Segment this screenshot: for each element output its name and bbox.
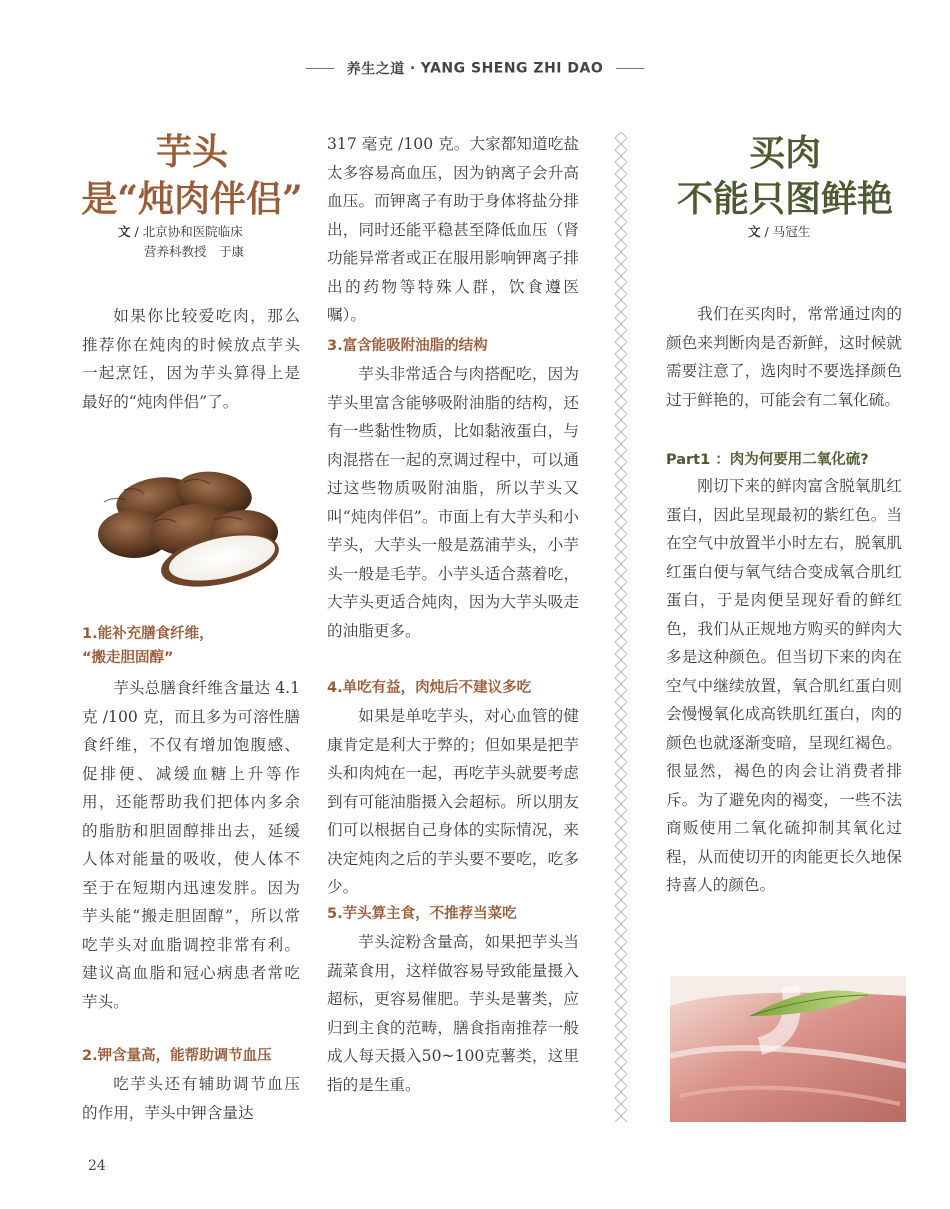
article2-title-line1: 买肉 xyxy=(748,132,821,174)
article2-part1-body: 刚切下来的鲜肉富含脱氧肌红蛋白，因此呈现最初的紫红色。当在空气中放置半小时左右，脱氧肌红蛋白便与氧气结合变成氧合肌红蛋白，于是肉便呈现好看的鲜红色，我们从正规地方购买的鲜肉大多是这种颜色。但当切下来的肉在空气中继续放置，氧合肌红蛋白则会慢慢氧化成高铁肌红蛋白，肉的颜色也就逐渐变暗，呈现红褐色。很显然，褐色的肉会让消费者排斥。为了避免肉的褐变，一些不法商贩使用二氧化硫抑制其氧化过程，从而使切开的肉能更长久地保持喜人的颜色。 xyxy=(666,477,902,894)
article2-intro: 我们在买肉时，常常通过肉的颜色来判断肉是否新鲜，这时候就需要注意了，选肉时不要选择颜色过于鲜艳的，可能会有二氧化硫。 xyxy=(666,305,902,409)
article2-byline xyxy=(748,222,898,242)
article1-section5-title: 5.芋头算主食，不推荐当菜吃 xyxy=(327,906,517,922)
header-rule-right xyxy=(616,68,644,69)
article2-part1-title: Part1 ：肉为何要用二氧化硫? xyxy=(666,452,869,468)
header-rule-left xyxy=(306,68,334,69)
article1-section3-title: 3.富含能吸附油脂的结构 xyxy=(327,338,488,354)
byline-label: 文 xyxy=(748,224,761,239)
article1-section4-body: 如果是单吃芋头，对心血管的健康肯定是利大于弊的；但如果是把芋头和肉炖在一起，再吃芋头就要考虑到有可能油脂摄入会超标。所以朋友们可以根据自己身体的实际情况，来决定炖肉之后的芋头要不要吃，吃多少。 xyxy=(327,707,579,896)
header-section-pinyin: YANG SHENG ZHI DAO xyxy=(420,60,604,77)
byline-author-line2: 营养科教授 于康 xyxy=(144,244,245,259)
running-header xyxy=(0,58,950,79)
article1-section3-body: 芋头非常适合与肉搭配吃，因为芋头里富含能够吸附油脂的结构，还有一些黏性物质，比如黏液蛋白，与肉混搭在一起的烹调过程中，可以通过这些物质吸附油脂，所以芋头又叫“炖肉伴侣”。市面上有大芋头和小芋头，大芋头一般是荔浦芋头，小芋头一般是毛芋。小芋头适合蒸着吃，大芋头更适合炖肉，因为大芋头吸走的油脂更多。 xyxy=(327,365,579,640)
section1-title-line2: “搬走胆固醇” xyxy=(82,650,174,666)
page-number: 24 xyxy=(88,1158,106,1174)
header-separator: · xyxy=(409,60,416,77)
article1-section2-body: 吃芋头还有辅助调节血压的作用，芋头中钾含量达 xyxy=(82,1075,300,1122)
article2-title-line2: 不能只图鲜艳 xyxy=(676,178,893,220)
byline-separator: / xyxy=(134,224,139,239)
byline-author: 马冠生 xyxy=(772,224,811,239)
byline-author-line1: 北京协和医院临床 xyxy=(142,224,243,239)
article1-section2-title: 2.钾含量高，能帮助调节血压 xyxy=(82,1048,272,1064)
article1-section4-title: 4.单吃有益，肉炖后不建议多吃 xyxy=(327,680,532,696)
article1-title-line2: 是“炖肉伴侣” xyxy=(81,178,303,220)
article1-intro: 如果你比较爱吃肉，那么推荐你在炖肉的时候放点芋头一起烹饪，因为芋头算得上是最好的“炖肉伴侣”了。 xyxy=(82,307,300,411)
section1-title-line1: 1.能补充膳食纤维， xyxy=(82,626,214,642)
article1-section1-heading xyxy=(82,620,302,672)
byline-label: 文 xyxy=(118,224,131,239)
article1-section5-body: 芋头淀粉含量高，如果把芋头当蔬菜食用，这样做容易导致能量摄入超标，更容易催肥。芋头是薯类，应归到主食的范畴，膳食指南推荐一般成人每天摄入50~100克薯类，这里指的是生重。 xyxy=(327,933,579,1094)
article1-byline xyxy=(118,222,318,262)
article1-section1-body: 芋头总膳食纤维含量达 4.1 克 /100 克，而且多为可溶性膳食纤维，不仅有增加饱腹感、促排便、减缓血糖上升等作用，还能帮助我们把体内多余的脂肪和胆固醇排出去，延缓人体对能量的吸收，使人体不至于在短期内迅速发胖。因为芋头能“搬走胆固醇”，所以常吃芋头对血脂调控非常有利。建议高血脂和冠心病患者常吃芋头。 xyxy=(82,679,300,1011)
byline-separator: / xyxy=(764,224,769,239)
article1-section2-body-continued: 317 毫克 /100 克。大家都知道吃盐太多容易高血压，因为钠离子会升高血压。而钾离子有助于身体将盐分排出，同时还能平稳甚至降低血压（肾功能异常者或正在服用影响钾离子排出的药物等特殊人群，饮食遵医嘱）。 xyxy=(327,135,579,324)
meat-image xyxy=(670,976,906,1122)
header-section-cn: 养生之道 xyxy=(346,61,405,78)
column-divider-ornament xyxy=(614,132,628,1122)
taro-image xyxy=(94,462,294,592)
article1-title-line1: 芋头 xyxy=(155,131,228,173)
